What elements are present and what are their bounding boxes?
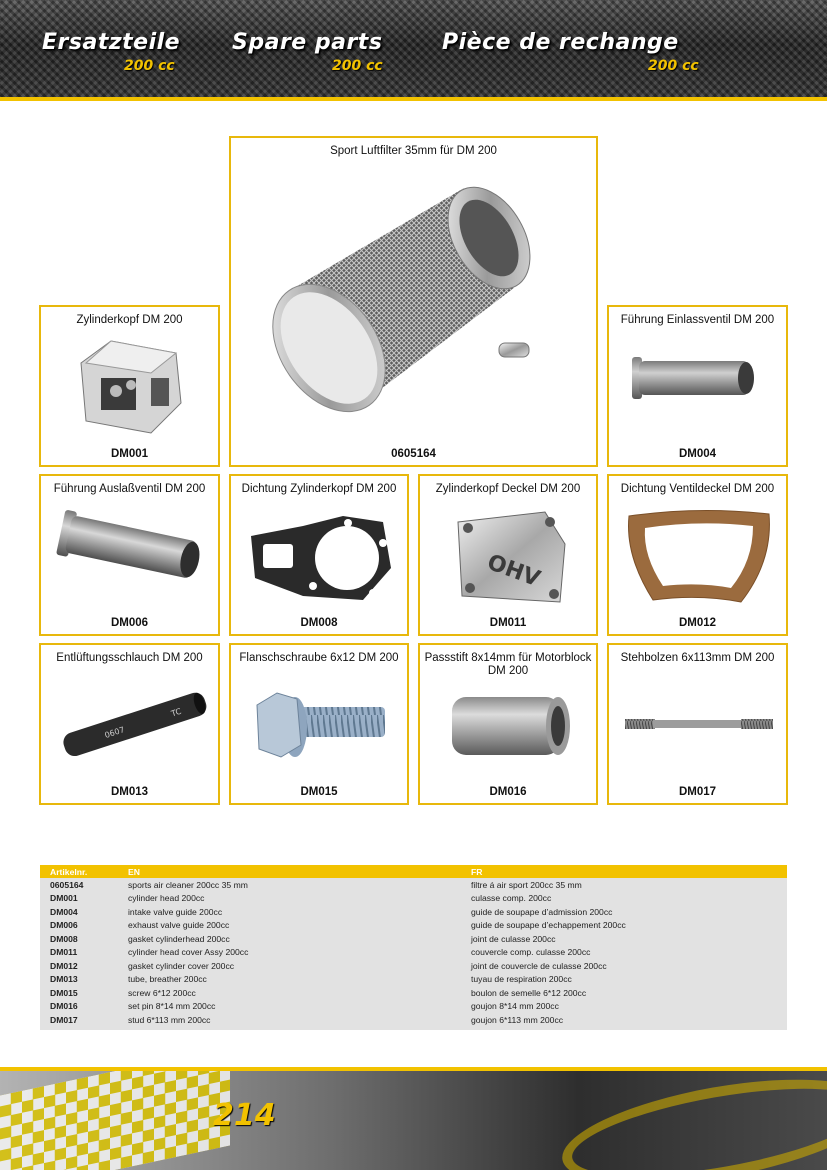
table-cell-en: screw 6*12 200cc [128, 987, 196, 998]
stud-bolt-image [621, 711, 777, 739]
table-header-row [40, 865, 787, 878]
table-cell-code: 0605164 [50, 879, 84, 890]
table-cell-fr: goujon 8*14 mm 200cc [471, 1001, 559, 1012]
product-card-set-pin[interactable] [418, 643, 598, 805]
table-cell-fr: boulon de semelle 6*12 200cc [471, 987, 587, 998]
product-card-cylinder-head[interactable] [39, 305, 220, 467]
table-row [40, 892, 787, 906]
table-cell-code: DM001 [50, 893, 78, 904]
table-cell-fr: joint de couvercle de culasse 200cc [471, 960, 607, 971]
table-cell-fr: culasse comp. 200cc [471, 893, 552, 904]
breather-tube-image [53, 685, 213, 765]
header-title-fr: Pièce de rechange [442, 30, 679, 55]
exhaust-valve-guide-image [51, 506, 211, 591]
table-cell-en: stud 6*113 mm 200cc [128, 1014, 211, 1025]
table-row [40, 946, 787, 960]
product-sku: DM012 [678, 617, 717, 629]
table-header-fr: FR [461, 865, 787, 878]
product-sku: DM004 [678, 448, 717, 460]
table-body [40, 878, 787, 1030]
table-header-en: EN [118, 865, 461, 878]
product-sku: DM001 [110, 448, 149, 460]
page-header [0, 0, 827, 100]
header-accent-line [0, 97, 827, 101]
product-sku: DM015 [300, 786, 338, 798]
cylinder-head-image [71, 333, 191, 441]
flange-screw-image [245, 685, 395, 765]
table-cell-fr: couvercle comp. culasse 200cc [471, 947, 591, 958]
product-card-air-filter[interactable] [229, 136, 598, 467]
product-name: Flanschschraube 6x12 DM 200 [239, 652, 399, 664]
table-cell-code: DM011 [50, 947, 78, 958]
table-row [40, 919, 787, 933]
product-name: Entlüftungsschlauch DM 200 [56, 652, 203, 664]
table-row [40, 878, 787, 892]
table-cell-en: sports air cleaner 200cc 35 mm [128, 879, 248, 890]
product-card-cover-gasket[interactable] [607, 474, 788, 636]
table-cell-en: gasket cylinder cover 200cc [128, 960, 235, 971]
table-cell-fr: tuyau de respiration 200cc [471, 974, 572, 985]
product-card-head-cover[interactable] [418, 474, 598, 636]
set-pin-image [446, 687, 576, 767]
product-card-flange-screw[interactable] [229, 643, 409, 805]
product-name: Führung Auslaßventil DM 200 [53, 483, 206, 495]
hose-print-text-1: 0607 [103, 725, 126, 740]
product-sku: DM011 [489, 617, 527, 629]
header-sub-en: 200 cc [332, 58, 383, 74]
table-cell-code: DM013 [50, 974, 78, 985]
header-sub-de: 200 cc [124, 58, 175, 74]
product-name: Sport Luftfilter 35mm für DM 200 [330, 145, 497, 157]
table-row [40, 986, 787, 1000]
table-cell-en: cylinder head cover Assy 200cc [128, 947, 249, 958]
table-cell-fr: guide de soupape d’echappement 200cc [471, 920, 626, 931]
table-row [40, 1013, 787, 1030]
product-card-intake-valve-guide[interactable] [607, 305, 788, 467]
table-cell-en: cylinder head 200cc [128, 893, 205, 904]
table-row [40, 959, 787, 973]
page-number: 214 [213, 1098, 276, 1133]
product-name: Zylinderkopf Deckel DM 200 [435, 483, 581, 495]
parts-table [40, 865, 787, 1030]
product-card-stud-bolt[interactable] [607, 643, 788, 805]
table-cell-fr: goujon 6*113 mm 200cc [471, 1014, 564, 1025]
product-sku: DM008 [300, 617, 338, 629]
product-name: Führung Einlassventil DM 200 [620, 314, 775, 326]
header-sub-fr: 200 cc [648, 58, 699, 74]
table-cell-fr: filtre á air sport 200cc 35 mm [471, 879, 582, 890]
air-filter-image [259, 168, 569, 438]
table-cell-code: DM015 [50, 987, 78, 998]
product-sku: DM006 [110, 617, 149, 629]
head-gasket-image [243, 508, 399, 608]
valve-cover-logo-text: OHV [483, 550, 544, 593]
table-row [40, 932, 787, 946]
table-cell-en: set pin 8*14 mm 200cc [128, 1001, 216, 1012]
product-card-exhaust-valve-guide[interactable] [39, 474, 220, 636]
table-cell-fr: guide de soupape d’admission 200cc [471, 906, 613, 917]
cover-gasket-image [623, 506, 775, 606]
table-cell-code: DM008 [50, 933, 78, 944]
intake-valve-guide-image [624, 347, 774, 417]
hose-print-text-2: TC [170, 706, 183, 719]
table-cell-en: intake valve guide 200cc [128, 906, 223, 917]
product-name: Stehbolzen 6x113mm DM 200 [620, 652, 775, 664]
tire-track-graphic [555, 1067, 827, 1170]
table-cell-en: exhaust valve guide 200cc [128, 920, 230, 931]
table-cell-code: DM016 [50, 1001, 78, 1012]
table-row [40, 973, 787, 987]
product-name: Dichtung Ventildeckel DM 200 [620, 483, 775, 495]
product-card-breather-tube[interactable] [39, 643, 220, 805]
footer-accent-line [0, 1067, 827, 1071]
table-header-code: Artikelnr. [40, 865, 118, 878]
table-cell-en: gasket cylinderhead 200cc [128, 933, 230, 944]
product-card-head-gasket[interactable] [229, 474, 409, 636]
checkered-flag-graphic [0, 1067, 230, 1170]
product-sku: DM013 [110, 786, 149, 798]
table-row [40, 905, 787, 919]
product-sku: DM016 [489, 786, 527, 798]
header-title-en: Spare parts [232, 30, 383, 55]
product-name: Dichtung Zylinderkopf DM 200 [241, 483, 397, 495]
product-sku: DM017 [678, 786, 717, 798]
table-cell-code: DM006 [50, 920, 78, 931]
header-title-de: Ersatzteile [42, 30, 181, 55]
table-cell-code: DM012 [50, 960, 78, 971]
table-cell-code: DM017 [50, 1014, 78, 1025]
table-cell-en: tube, breather 200cc [128, 974, 207, 985]
table-row [40, 1000, 787, 1014]
product-sku: 0605164 [391, 448, 436, 460]
product-name: Zylinderkopf DM 200 [76, 314, 183, 326]
head-cover-image [450, 504, 570, 610]
table-cell-code: DM004 [50, 906, 78, 917]
page-footer [0, 1067, 827, 1170]
table-cell-fr: joint de culasse 200cc [471, 933, 556, 944]
product-name: Passstift 8x14mm für Motorblock DM 200 [424, 652, 592, 677]
